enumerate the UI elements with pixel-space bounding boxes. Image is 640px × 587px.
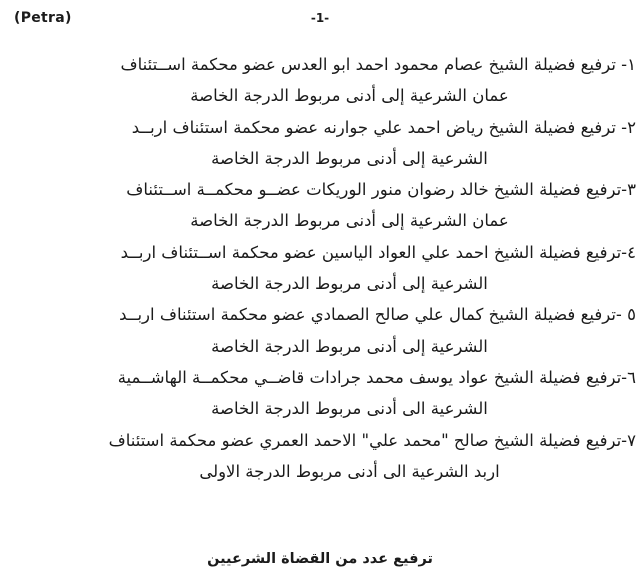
item-line-continuation: عمان الشرعية إلى أدنى مربوط الدرجة الخاصة <box>190 211 509 231</box>
source-label: (Petra) <box>14 10 72 26</box>
list-item <box>63 299 636 362</box>
item-line-continuation: اربد الشرعية الى أدنى مربوط الدرجة الاولى <box>199 461 500 481</box>
list-item <box>63 49 636 112</box>
list-item <box>63 425 636 488</box>
item-line-primary: ٥ -ترفيع فضيلة الشيخ كمال علي صالح الصمادي عضو محكمة استئناف اربــد <box>119 305 636 325</box>
document-title: ترفيع عدد من القضاة الشرعيين <box>207 551 433 567</box>
page-header <box>0 10 640 32</box>
list-item <box>63 362 636 425</box>
item-line-primary: ١- ترفيع فضيلة الشيخ عصام محمود احمد ابو العدس عضو محكمة اســتئناف <box>120 55 636 74</box>
page-number: -1- <box>310 11 330 25</box>
item-line-primary: ٧-ترفيع فضيلة الشيخ صالح "محمد علي" الاحمد العمري عضو محكمة استئناف <box>108 430 636 450</box>
promotion-list <box>63 49 636 487</box>
list-item <box>63 112 636 175</box>
list-item <box>63 174 636 237</box>
item-line-primary: ٦-ترفيع فضيلة الشيخ عواد يوسف محمد جرادات قاضــي محكمــة الهاشــمية <box>117 367 636 387</box>
item-line-continuation: عمان الشرعية إلى أدنى مربوط الدرجة الخاصة <box>190 86 509 106</box>
item-line-continuation: الشرعية إلى أدنى مربوط الدرجة الخاصة <box>211 336 488 356</box>
list-item <box>63 237 636 300</box>
item-line-continuation: الشرعية الى أدنى مربوط الدرجة الخاصة <box>211 399 488 419</box>
item-line-primary: ٢- ترفيع فضيلة الشيخ رياض احمد علي جوارنه عضو محكمة استئناف اربــد <box>131 117 636 137</box>
item-line-continuation: الشرعية إلى أدنى مربوط الدرجة الخاصة <box>211 148 488 168</box>
item-line-continuation: الشرعية إلى أدنى مربوط الدرجة الخاصة <box>211 274 488 294</box>
item-line-primary: ٣-ترفيع فضيلة الشيخ خالد رضوان منور الوريكات عضــو محكمــة اســتئناف <box>126 180 636 200</box>
item-line-primary: ٤-ترفيع فضيلة الشيخ احمد علي العواد الياسين عضو محكمة اســتئناف اربــد <box>120 242 636 262</box>
